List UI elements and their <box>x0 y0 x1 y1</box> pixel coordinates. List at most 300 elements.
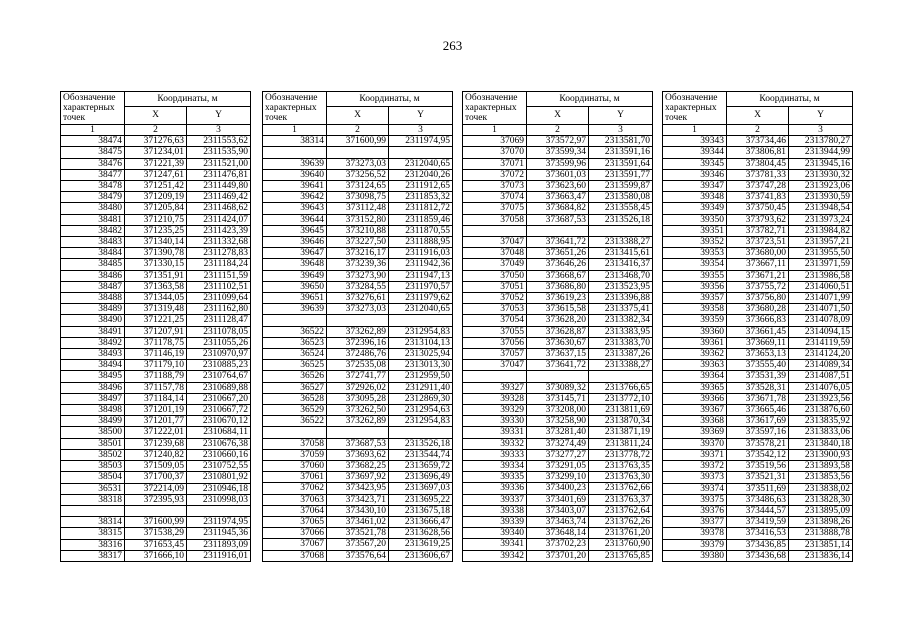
point-id-cell: 39341 <box>463 539 527 550</box>
point-id-cell: 39645 <box>263 225 327 236</box>
column-index: 3 <box>187 125 251 136</box>
x-coordinate-cell: 373423,95 <box>327 483 389 494</box>
x-coordinate-cell: 373578,21 <box>727 438 789 449</box>
point-id-cell: 38474 <box>61 136 125 147</box>
table-row <box>61 136 251 147</box>
x-coordinate-cell: 371653,45 <box>125 539 187 550</box>
point-id-cell: 39346 <box>663 169 727 180</box>
point-id-cell: 39347 <box>663 181 727 192</box>
y-coordinate-cell: 2313876,60 <box>789 405 853 416</box>
x-coordinate-cell: 373528,31 <box>727 382 789 393</box>
x-coordinate-cell: 373667,11 <box>727 259 789 270</box>
point-id-cell: 37068 <box>263 550 327 561</box>
table-row <box>61 483 251 494</box>
x-coordinate-cell: 373531,39 <box>727 371 789 382</box>
y-coordinate-cell: 2313666,47 <box>389 517 453 528</box>
table-row <box>263 248 453 259</box>
x-coordinate-cell: 373521,31 <box>727 472 789 483</box>
x-coordinate-cell: 371179,10 <box>125 360 187 371</box>
table-row <box>463 483 653 494</box>
x-coordinate-cell: 373299,10 <box>527 472 589 483</box>
table-row <box>263 270 453 281</box>
y-coordinate-cell: 2314076,05 <box>789 382 853 393</box>
y-coordinate-cell: 2310801,92 <box>187 472 251 483</box>
point-id-cell: 39349 <box>663 203 727 214</box>
x-coordinate-cell: 371700,37 <box>125 472 187 483</box>
x-coordinate-cell: 373747,28 <box>727 181 789 192</box>
y-coordinate-cell: 2311099,64 <box>187 293 251 304</box>
y-coordinate-cell: 2313871,19 <box>589 427 653 438</box>
x-coordinate-cell: 373274,49 <box>527 438 589 449</box>
y-coordinate-cell: 2313628,56 <box>389 528 453 539</box>
table-row <box>61 382 251 393</box>
y-coordinate-cell: 2313599,87 <box>589 181 653 192</box>
x-coordinate-cell: 371205,84 <box>125 203 187 214</box>
table-row <box>263 237 453 248</box>
x-coordinate-cell: 373661,45 <box>727 326 789 337</box>
y-coordinate-cell: 2310998,03 <box>187 494 251 505</box>
table-row <box>263 158 453 169</box>
table-row <box>61 281 251 292</box>
designation-header: Обозначение характерных точек <box>663 92 727 125</box>
table-row <box>663 494 853 505</box>
x-coordinate-cell: 371340,14 <box>125 237 187 248</box>
y-coordinate-cell: 2313675,18 <box>389 505 453 516</box>
point-id-cell: 38483 <box>61 237 125 248</box>
point-id-cell <box>463 371 527 382</box>
x-coordinate-cell: 373623,60 <box>527 181 589 192</box>
table-row <box>61 337 251 348</box>
table-row <box>263 181 453 192</box>
point-id-cell: 39367 <box>663 405 727 416</box>
column-index: 2 <box>125 125 187 136</box>
x-coordinate-cell: 371247,61 <box>125 169 187 180</box>
point-id-cell: 37058 <box>263 438 327 449</box>
y-coordinate-cell: 2313025,94 <box>389 349 453 360</box>
point-id-cell: 39362 <box>663 349 727 360</box>
y-coordinate-cell: 2313591,77 <box>589 169 653 180</box>
x-coordinate-cell: 373619,23 <box>527 293 589 304</box>
y-coordinate-cell: 2313591,64 <box>589 158 653 169</box>
table-row <box>61 360 251 371</box>
column-index: 3 <box>389 125 453 136</box>
column-index: 3 <box>789 125 853 136</box>
point-id-cell <box>263 315 327 326</box>
y-coordinate-cell: 2310752,55 <box>187 461 251 472</box>
point-id-cell: 39376 <box>663 505 727 516</box>
y-coordinate-cell: 2310764,67 <box>187 371 251 382</box>
table-row <box>263 438 453 449</box>
point-id-cell: 37055 <box>463 326 527 337</box>
y-coordinate-cell: 2313986,58 <box>789 270 853 281</box>
x-coordinate-cell: 373671,78 <box>727 393 789 404</box>
point-id-cell: 39361 <box>663 337 727 348</box>
x-coordinate-cell: 373403,07 <box>527 505 589 516</box>
x-coordinate-cell: 373806,81 <box>727 147 789 158</box>
y-coordinate-cell: 2313526,18 <box>589 214 653 225</box>
table-row <box>663 237 853 248</box>
y-coordinate-cell: 2314119,59 <box>789 337 853 348</box>
table-body <box>463 136 653 562</box>
table-row <box>663 393 853 404</box>
y-coordinate-cell: 2313973,24 <box>789 214 853 225</box>
point-id-cell: 39639 <box>263 158 327 169</box>
y-coordinate-cell: 2311184,24 <box>187 259 251 270</box>
x-coordinate-cell: 373095,28 <box>327 393 389 404</box>
point-id-cell: 37058 <box>463 214 527 225</box>
x-coordinate-cell: 371330,15 <box>125 259 187 270</box>
y-coordinate-cell: 2313558,45 <box>589 203 653 214</box>
point-id-cell: 39345 <box>663 158 727 169</box>
table-row <box>663 438 853 449</box>
y-coordinate-cell: 2311974,95 <box>187 517 251 528</box>
point-id-cell: 39350 <box>663 214 727 225</box>
x-coordinate-cell: 373423,71 <box>327 494 389 505</box>
table-row <box>61 461 251 472</box>
table-row <box>61 225 251 236</box>
point-id-cell: 39360 <box>663 326 727 337</box>
y-coordinate-cell: 2313945,16 <box>789 158 853 169</box>
point-id-cell: 37065 <box>263 517 327 528</box>
table-row <box>463 427 653 438</box>
x-coordinate-cell: 373416,53 <box>727 528 789 539</box>
y-coordinate-cell: 2313762,26 <box>589 517 653 528</box>
table-row <box>263 337 453 348</box>
x-coordinate-cell: 371363,58 <box>125 281 187 292</box>
x-coordinate-cell: 372535,08 <box>327 360 389 371</box>
y-coordinate-cell: 2313900,93 <box>789 449 853 460</box>
table-row <box>463 494 653 505</box>
y-coordinate-cell: 2313468,70 <box>589 270 653 281</box>
x-coordinate-cell: 373576,64 <box>327 550 389 561</box>
table-row <box>263 382 453 393</box>
x-coordinate-cell: 372741,77 <box>327 371 389 382</box>
point-id-cell <box>263 427 327 438</box>
point-id-cell: 37072 <box>463 169 527 180</box>
x-header: X <box>327 106 389 124</box>
point-id-cell: 36526 <box>263 371 327 382</box>
y-coordinate-cell: 2311888,95 <box>389 237 453 248</box>
y-coordinate-cell: 2313984,82 <box>789 225 853 236</box>
y-coordinate-cell: 2313104,13 <box>389 337 453 348</box>
x-coordinate-cell: 373567,20 <box>327 539 389 550</box>
y-coordinate-cell: 2311945,36 <box>187 528 251 539</box>
table-row <box>663 304 853 315</box>
point-id-cell: 39339 <box>463 517 527 528</box>
table-row <box>263 393 453 404</box>
y-coordinate-cell: 2313778,72 <box>589 449 653 460</box>
point-id-cell: 39643 <box>263 203 327 214</box>
y-coordinate-cell <box>589 225 653 236</box>
point-id-cell <box>463 225 527 236</box>
x-coordinate-cell: 371538,29 <box>125 528 187 539</box>
y-coordinate-cell: 2313811,24 <box>589 438 653 449</box>
y-coordinate-cell: 2313763,35 <box>589 461 653 472</box>
y-header: Y <box>187 106 251 124</box>
y-coordinate-cell <box>389 147 453 158</box>
coordinates-header: Координаты, м <box>727 92 853 107</box>
point-id-cell: 38498 <box>61 405 125 416</box>
table-row <box>263 483 453 494</box>
table-row <box>61 259 251 270</box>
point-id-cell: 39650 <box>263 281 327 292</box>
point-id-cell: 37047 <box>463 237 527 248</box>
y-coordinate-cell: 2313387,26 <box>589 349 653 360</box>
y-coordinate-cell: 2313835,92 <box>789 416 853 427</box>
point-id-cell: 39351 <box>663 225 727 236</box>
table-row <box>463 203 653 214</box>
point-id-cell: 39330 <box>463 416 527 427</box>
x-coordinate-cell: 373666,83 <box>727 315 789 326</box>
y-coordinate-cell: 2310684,11 <box>187 427 251 438</box>
x-coordinate-cell: 373124,65 <box>327 181 389 192</box>
table-row <box>463 304 653 315</box>
y-coordinate-cell: 2313765,85 <box>589 550 653 561</box>
x-coordinate-cell: 373210,88 <box>327 225 389 236</box>
point-id-cell: 38476 <box>61 158 125 169</box>
point-id-cell: 39337 <box>463 494 527 505</box>
point-id-cell: 37056 <box>463 337 527 348</box>
x-coordinate-cell: 373628,87 <box>527 326 589 337</box>
table-row <box>463 550 653 561</box>
point-id-cell: 38502 <box>61 449 125 460</box>
table-row <box>463 270 653 281</box>
y-coordinate-cell: 2310689,88 <box>187 382 251 393</box>
y-coordinate-cell: 2313619,25 <box>389 539 453 550</box>
table-row <box>463 472 653 483</box>
point-id-cell: 37063 <box>263 494 327 505</box>
x-coordinate-cell: 371201,19 <box>125 405 187 416</box>
point-id-cell: 38478 <box>61 181 125 192</box>
table-row <box>663 472 853 483</box>
point-id-cell: 39649 <box>263 270 327 281</box>
table-row <box>663 270 853 281</box>
point-id-cell: 39348 <box>663 192 727 203</box>
point-id-cell: 39651 <box>263 293 327 304</box>
y-coordinate-cell: 2313013,30 <box>389 360 453 371</box>
x-coordinate-cell: 373239,36 <box>327 259 389 270</box>
x-coordinate-cell: 373521,78 <box>327 528 389 539</box>
table-row <box>61 326 251 337</box>
y-coordinate-cell: 2311912,65 <box>389 181 453 192</box>
x-coordinate-cell <box>327 147 389 158</box>
point-id-cell: 37047 <box>463 360 527 371</box>
point-id-cell: 39363 <box>663 360 727 371</box>
table-row <box>463 349 653 360</box>
x-coordinate-cell: 373276,61 <box>327 293 389 304</box>
table-row <box>663 147 853 158</box>
point-id-cell: 39352 <box>663 237 727 248</box>
x-coordinate-cell: 373401,69 <box>527 494 589 505</box>
table-row <box>663 136 853 147</box>
table-row <box>663 461 853 472</box>
table-row <box>61 147 251 158</box>
point-id-cell: 37053 <box>463 304 527 315</box>
coordinates-header: Координаты, м <box>527 92 653 107</box>
y-coordinate-cell: 2313416,37 <box>589 259 653 270</box>
table-row <box>263 427 453 438</box>
x-coordinate-cell: 371351,91 <box>125 270 187 281</box>
x-coordinate-cell: 373734,46 <box>727 136 789 147</box>
y-coordinate-cell: 2311128,47 <box>187 315 251 326</box>
y-coordinate-cell: 2313772,10 <box>589 393 653 404</box>
y-coordinate-cell: 2313762,66 <box>589 483 653 494</box>
y-coordinate-cell: 2313761,20 <box>589 528 653 539</box>
table-row <box>663 360 853 371</box>
table-row <box>61 237 251 248</box>
x-coordinate-cell: 373668,67 <box>527 270 589 281</box>
table-row <box>463 158 653 169</box>
table-row <box>663 192 853 203</box>
x-coordinate-cell: 373273,03 <box>327 158 389 169</box>
y-coordinate-cell: 2311278,83 <box>187 248 251 259</box>
x-coordinate-cell <box>527 225 589 236</box>
table-row <box>263 449 453 460</box>
x-coordinate-cell: 373756,80 <box>727 293 789 304</box>
y-coordinate-cell: 2310667,72 <box>187 405 251 416</box>
y-coordinate-cell: 2310660,16 <box>187 449 251 460</box>
y-coordinate-cell: 2312040,26 <box>389 169 453 180</box>
y-coordinate-cell: 2311970,57 <box>389 281 453 292</box>
table-row <box>663 405 853 416</box>
y-coordinate-cell: 2314094,15 <box>789 326 853 337</box>
column-index: 2 <box>327 125 389 136</box>
x-coordinate-cell: 373641,72 <box>527 237 589 248</box>
point-id-cell: 39333 <box>463 449 527 460</box>
x-coordinate-cell: 371600,99 <box>125 517 187 528</box>
y-coordinate-cell: 2313760,90 <box>589 539 653 550</box>
point-id-cell: 38499 <box>61 416 125 427</box>
x-coordinate-cell: 371209,19 <box>125 192 187 203</box>
column-index: 2 <box>527 125 589 136</box>
x-coordinate-cell: 373646,26 <box>527 259 589 270</box>
x-coordinate-cell: 373684,82 <box>527 203 589 214</box>
y-coordinate-cell: 2311812,72 <box>389 203 453 214</box>
table-row <box>463 169 653 180</box>
point-id-cell: 36522 <box>263 326 327 337</box>
point-id-cell: 38315 <box>61 528 125 539</box>
x-coordinate-cell: 373262,50 <box>327 405 389 416</box>
point-id-cell <box>61 505 125 516</box>
x-coordinate-cell: 373089,32 <box>527 382 589 393</box>
y-coordinate-cell: 2314071,99 <box>789 293 853 304</box>
x-coordinate-cell: 373687,53 <box>527 214 589 225</box>
point-id-cell: 37066 <box>263 528 327 539</box>
x-coordinate-cell: 373701,20 <box>527 550 589 561</box>
y-coordinate-cell: 2312911,40 <box>389 382 453 393</box>
y-header: Y <box>789 106 853 124</box>
point-id-cell: 36525 <box>263 360 327 371</box>
x-coordinate-cell: 373519,56 <box>727 461 789 472</box>
table-row <box>463 192 653 203</box>
table-row <box>61 517 251 528</box>
x-coordinate-cell: 373665,46 <box>727 405 789 416</box>
point-id-cell: 36527 <box>263 382 327 393</box>
x-coordinate-cell: 373430,10 <box>327 505 389 516</box>
x-coordinate-cell: 373463,74 <box>527 517 589 528</box>
point-id-cell: 39336 <box>463 483 527 494</box>
table-row <box>263 281 453 292</box>
table-row <box>663 517 853 528</box>
y-coordinate-cell: 2311893,09 <box>187 539 251 550</box>
table-row <box>61 427 251 438</box>
table-row <box>463 393 653 404</box>
x-coordinate-cell: 373601,03 <box>527 169 589 180</box>
x-coordinate-cell: 372214,09 <box>125 483 187 494</box>
point-id-cell: 39371 <box>663 449 727 460</box>
x-coordinate-cell: 373273,03 <box>327 304 389 315</box>
x-coordinate-cell: 373444,57 <box>727 505 789 516</box>
y-header: Y <box>589 106 653 124</box>
x-coordinate-cell: 373291,05 <box>527 461 589 472</box>
y-coordinate-cell: 2311916,01 <box>187 550 251 561</box>
table-row <box>263 169 453 180</box>
y-coordinate-cell: 2313415,61 <box>589 248 653 259</box>
table-row <box>463 449 653 460</box>
point-id-cell: 39641 <box>263 181 327 192</box>
y-coordinate-cell: 2310946,18 <box>187 483 251 494</box>
point-id-cell: 39364 <box>663 371 727 382</box>
point-id-cell: 39648 <box>263 259 327 270</box>
y-coordinate-cell: 2313851,14 <box>789 539 853 550</box>
point-id-cell: 39647 <box>263 248 327 259</box>
point-id-cell: 37069 <box>463 136 527 147</box>
y-coordinate-cell <box>589 371 653 382</box>
y-coordinate-cell: 2311979,62 <box>389 293 453 304</box>
y-coordinate-cell: 2313763,30 <box>589 472 653 483</box>
y-coordinate-cell: 2313762,64 <box>589 505 653 516</box>
table-row <box>263 349 453 360</box>
y-coordinate-cell: 2311553,62 <box>187 136 251 147</box>
table-row <box>663 315 853 326</box>
point-id-cell: 37064 <box>263 505 327 516</box>
y-coordinate-cell: 2313836,14 <box>789 550 853 561</box>
point-id-cell: 37049 <box>463 259 527 270</box>
table-row <box>463 225 653 236</box>
table-row <box>663 158 853 169</box>
point-id-cell: 39357 <box>663 293 727 304</box>
point-id-cell: 38494 <box>61 360 125 371</box>
table-row <box>61 416 251 427</box>
table-row <box>263 416 453 427</box>
y-coordinate-cell: 2312954,83 <box>389 416 453 427</box>
x-coordinate-cell: 372926,02 <box>327 382 389 393</box>
x-coordinate-cell: 373461,02 <box>327 517 389 528</box>
column-index: 1 <box>663 125 727 136</box>
point-id-cell <box>263 147 327 158</box>
x-coordinate-cell: 371210,75 <box>125 214 187 225</box>
table-row <box>61 405 251 416</box>
table-row <box>663 281 853 292</box>
table-row <box>263 472 453 483</box>
y-coordinate-cell <box>389 427 453 438</box>
x-coordinate-cell: 373630,67 <box>527 337 589 348</box>
y-coordinate-cell: 2311916,03 <box>389 248 453 259</box>
y-coordinate-cell: 2313591,16 <box>589 147 653 158</box>
x-coordinate-cell <box>527 371 589 382</box>
point-id-cell: 39358 <box>663 304 727 315</box>
point-id-cell: 39331 <box>463 427 527 438</box>
point-id-cell: 39642 <box>263 192 327 203</box>
point-id-cell: 37057 <box>463 349 527 360</box>
table-row <box>263 528 453 539</box>
table-row <box>663 169 853 180</box>
y-coordinate-cell: 2314124,20 <box>789 349 853 360</box>
point-id-cell: 37067 <box>263 539 327 550</box>
table-row <box>263 136 453 147</box>
y-coordinate-cell: 2313957,21 <box>789 237 853 248</box>
x-coordinate-cell: 373273,90 <box>327 270 389 281</box>
